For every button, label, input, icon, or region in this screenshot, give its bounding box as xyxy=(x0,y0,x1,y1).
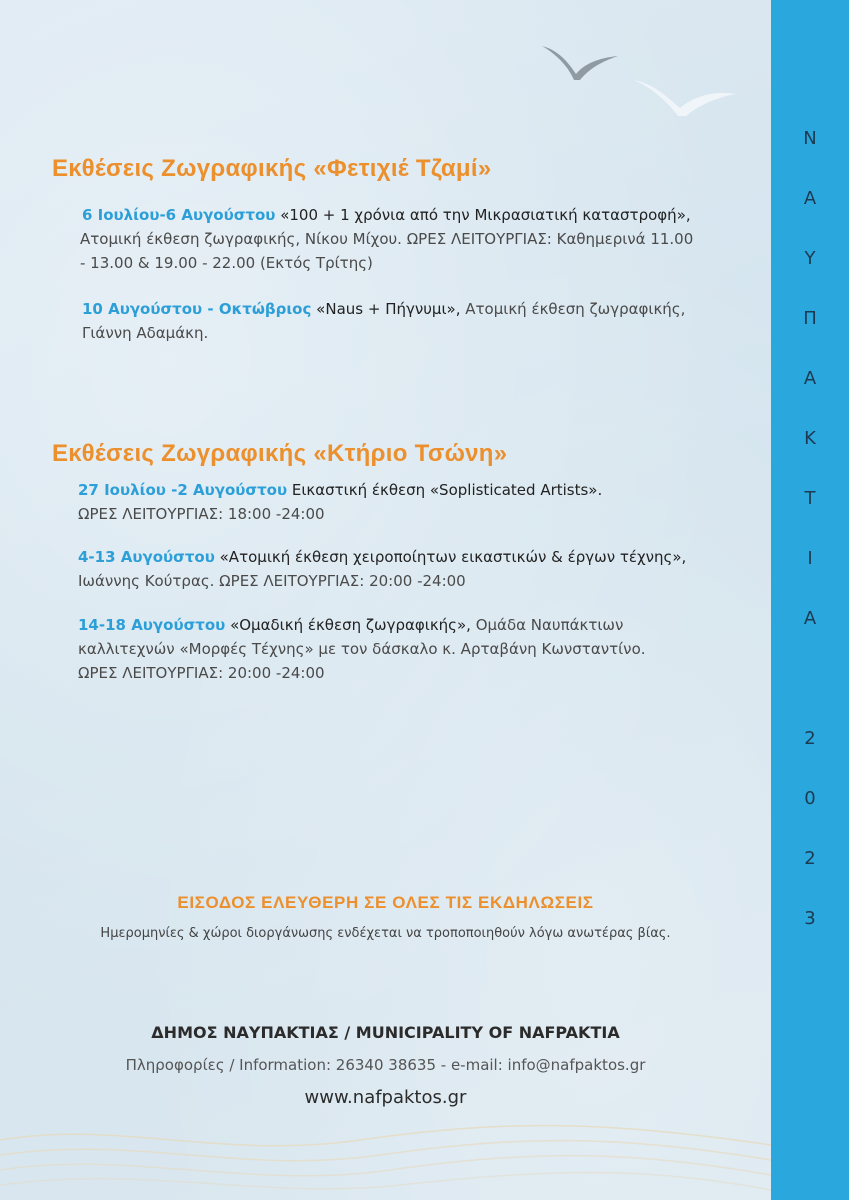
wave-decoration xyxy=(0,1110,771,1200)
event-date: 14-18 Αυγούστου xyxy=(78,616,226,634)
sidebar-letter: 3 xyxy=(804,908,816,929)
event-title: «Ομαδική έκθεση ζωγραφικής», xyxy=(230,616,471,634)
event-details: Ομάδα Ναυπάκτιων xyxy=(470,616,624,634)
free-entry-notice: ΕΙΣΟΔΟΣ ΕΛΕΥΘΕΡΗ ΣΕ ΟΛΕΣ ΤΙΣ ΕΚΔΗΛΩΣΕΙΣ xyxy=(177,893,594,912)
event-entry xyxy=(78,613,646,685)
section-title: Εκθέσεις Ζωγραφικής «Κτήριο Τσώνη» xyxy=(52,440,508,467)
event-date: 27 Ιουλίου -2 Αυγούστου xyxy=(78,481,288,499)
sidebar-letter: Τ xyxy=(804,488,816,509)
event-title: «Ατομική έκθεση χειροποίητων εικαστικών & έργων τέχνης», xyxy=(219,548,687,566)
event-hours: ΩΡΕΣ ΛΕΙΤΟΥΡΓΙΑΣ: 18:00 -24:00 xyxy=(78,505,325,523)
seagull-icon xyxy=(540,40,620,85)
event-entry xyxy=(78,545,686,593)
event-details: Ατομική έκθεση ζωγραφικής, Νίκου Μίχου. ΩΡΕΣ ΛΕΙΤΟΥΡΓΙΑΣ: Καθημερινά 11.00 xyxy=(80,230,694,248)
event-details: Ιωάννης Κούτρας. ΩΡΕΣ ΛΕΙΤΟΥΡΓΙΑΣ: 20:00 -24:00 xyxy=(78,572,466,590)
contact-info: Πληροφορίες / Information: 26340 38635 - e-mail: info@nafpaktos.gr xyxy=(125,1056,646,1074)
sidebar-letter: Κ xyxy=(804,428,816,449)
sidebar-letter: Α xyxy=(803,608,817,629)
event-entry xyxy=(82,203,693,275)
event-date: 10 Αυγούστου - Οκτώβριος xyxy=(82,300,312,318)
sidebar-letter: Υ xyxy=(804,248,816,269)
sidebar-letter: 2 xyxy=(804,728,816,749)
sidebar-letter: 2 xyxy=(804,848,816,869)
sidebar-letter: Α xyxy=(803,188,817,209)
sidebar xyxy=(771,0,849,1200)
event-date: 4-13 Αυγούστου xyxy=(78,548,215,566)
event-entry xyxy=(82,297,685,345)
event-title: Εικαστική έκθεση «Soplisticated Artists». xyxy=(291,481,603,499)
sidebar-letter: Ι xyxy=(807,548,813,569)
sidebar-letter: Π xyxy=(803,308,817,329)
seagull-icon xyxy=(630,70,740,120)
municipality-name: ΔΗΜΟΣ ΝΑΥΠΑΚΤΙΑΣ / MUNICIPALITY OF NAFPAKTIA xyxy=(151,1023,620,1042)
event-title: «100 + 1 χρόνια από την Μικρασιατική καταστροφή», xyxy=(280,206,691,224)
sidebar-letter: Ν xyxy=(803,128,817,149)
sidebar-letter: 0 xyxy=(804,788,816,809)
event-title: «Naus + Πήγνυμι», xyxy=(316,300,461,318)
event-hours: ΩΡΕΣ ΛΕΙΤΟΥΡΓΙΑΣ: 20:00 -24:00 xyxy=(78,664,325,682)
sidebar-letter: Α xyxy=(803,368,817,389)
event-details: Ατομική έκθεση ζωγραφικής, xyxy=(460,300,686,318)
disclaimer-text: Ημερομηνίες & χώροι διοργάνωσης ενδέχεται να τροποποιηθούν λόγω ανωτέρας βίας. xyxy=(100,926,671,941)
event-hours: - 13.00 & 19.00 - 22.00 (Εκτός Τρίτης) xyxy=(80,254,373,272)
event-details: Γιάννη Αδαμάκη. xyxy=(82,324,209,342)
section-title: Εκθέσεις Ζωγραφικής «Φετιχιέ Τζαμί» xyxy=(52,155,492,182)
event-date: 6 Ιουλίου-6 Αυγούστου xyxy=(82,206,276,224)
event-entry xyxy=(78,478,602,526)
website-link[interactable]: www.nafpaktos.gr xyxy=(304,1087,467,1108)
event-details: καλλιτεχνών «Μορφές Τέχνης» με τον δάσκαλο κ. Αρταβάνη Κωνσταντίνο. xyxy=(78,640,646,658)
